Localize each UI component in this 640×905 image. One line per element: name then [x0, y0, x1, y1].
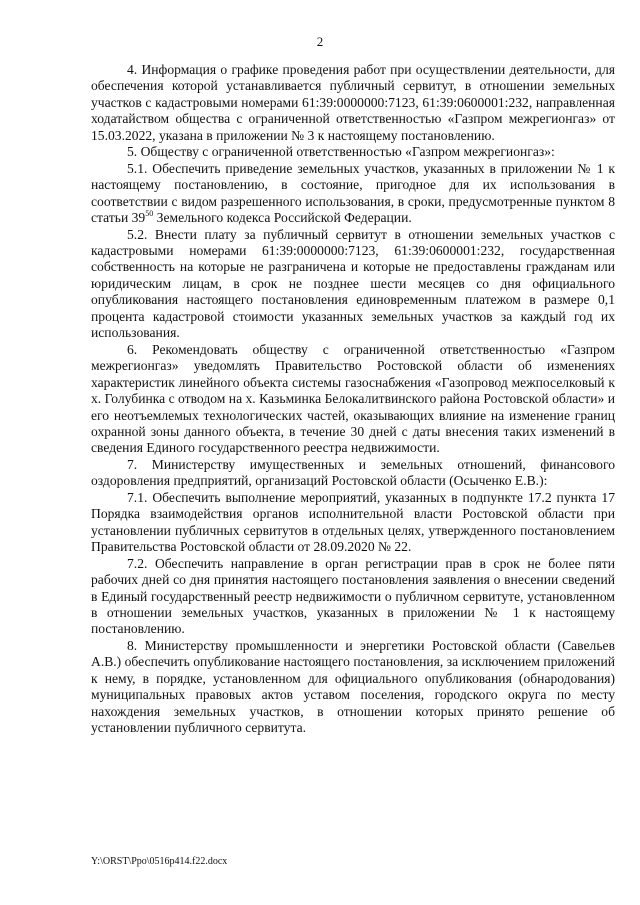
paragraph-5-1	[91, 161, 615, 227]
paragraph-5-2: 5.2. Внести плату за публичный сервитут в отношении земельных участков с кадастровыми номерами 61:39:0000000:7123, 61:39:0600001:232, государственная собственность на которые не разграничена и которые не предоставлены гражданам или юридическим лицам, в срок не позднее шести месяцев со дня официального опубликования настоящего постановления единовременным платежом в размере 0,1 процента кадастровой стоимости указанных земельных участков за каждый год их использования.	[91, 226, 615, 341]
paragraph-6: 6. Рекомендовать обществу с ограниченной ответственностью «Газпром межрегионгаз» уведомлять Правительство Ростовской области об изменениях характеристик линейного объекта системы газоснабжения «Газопровод межпоселковый к х. Голубинка с отводом на х. Казьминка Белокалитвинского района Ростовской области» и его неотъемлемых технологических частей, оказывающих влияние на изменение границ охранной зоны данного объекта, в течение 30 дней с даты внесения таких изменений в сведения Единого государственного реестра недвижимости.	[91, 341, 615, 456]
paragraph-4: 4. Информация о графике проведения работ при осуществлении деятельности, для обеспечения которой устанавливается публичный сервитут, в отношении земельных участков с кадастровыми номерами 61:39:0000000:7123, 61:39:0600001:232, направленная ходатайством общества с ограниченной ответственностью «Газпром межрегионгаз» от 15.03.2022, указана в приложении № 3 к настоящему постановлению.	[91, 62, 615, 143]
paragraph-7-2: 7.2. Обеспечить направление в орган регистрации прав в срок не более пяти рабочих дней со дня принятия настоящего постановления заявления о внесении сведений в Единый государственный реестр недвижимости о публичном сервитуте, установленном в отношении земельных участков, указанных в приложении № 1 к настоящему постановлению.	[91, 555, 615, 637]
paragraph-5: 5. Обществу с ограниченной ответственностью «Газпром межрегионгаз»:	[127, 144, 555, 160]
paragraph-8: 8. Министерству промышленности и энергетики Ростовской области (Савельев А.В.) обеспечить опубликование настоящего постановления, за исключением приложений к нему, в порядке, установленном для официального опубликования (обнародования) муниципальных правовых актов уставом поселения, городского округа по месту нахождения земельных участков, в отношении которых принято решение об установлении публичного сервитута.	[91, 637, 615, 736]
article-superscript: 50	[145, 209, 154, 219]
paragraph-7: 7. Министерству имущественных и земельных отношений, финансового оздоровления предприятий, организаций Ростовской области (Осыченко Е.В.):	[91, 456, 615, 489]
document-body	[91, 62, 615, 737]
paragraph-5-1-text: 5.1. Обеспечить приведение земельных участков, указанных в приложении № 1 к настоящему постановлению, в состояние, пригодное для их использования в соответствии с видом разрешенного использования, в сроки, предусмотренные пунктом 8 статьи 39	[91, 160, 615, 226]
footer-file-path: Y:\ORST\Ppo\0516p414.f22.docx	[91, 856, 228, 867]
page-number: 2	[316, 34, 324, 49]
paragraph-5-1-tail: Земельного кодекса Российской Федерации.	[153, 210, 412, 226]
paragraph-7-1: 7.1. Обеспечить выполнение мероприятий, указанных в подпункте 17.2 пункта 17 Порядка взаимодействия органов исполнительной власти Ростовской области при установлении публичных сервитутов в отдельных целях, утвержденного постановлением Правительства Ростовской области от 28.09.2020 № 22.	[91, 489, 615, 555]
